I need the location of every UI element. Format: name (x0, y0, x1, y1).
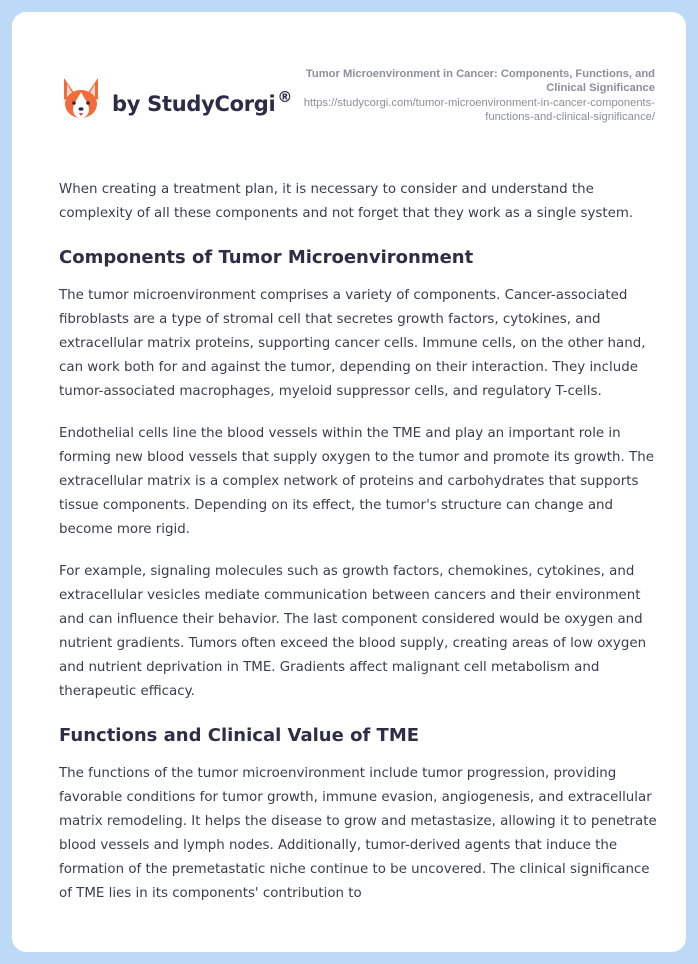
paragraph: The functions of the tumor microenvironment include tumor progression, providing favorable conditions for tumor growth, immune evasion, angiogenesis, and extracellular matrix remodeling. It helps the disease to grow and metastasize, allowing it to penetrate blood vessels and lymph nodes. Additionally, tumor-derived agents that induce the formation of the premetastatic niche continue to be uncovered. The clinical significance of TME lies in its components' contribution to (59, 766, 657, 901)
document-card (12, 12, 686, 952)
paragraph: The tumor microenvironment comprises a variety of components. Cancer-associated fibroblasts are a type of stromal cell that secretes growth factors, cytokines, and extracellular matrix proteins, supporting cancer cells. Immune cells, on the other hand, can work both for and against the tumor, depending on their interaction. They include tumor-associated macrophages, myeloid suppressor cells, and regulatory T-cells. (59, 288, 646, 399)
brand-name-text: by StudyCorgi (112, 92, 276, 116)
section-heading-components: Components of Tumor Microenvironment (59, 247, 474, 268)
page-header (12, 12, 686, 152)
studycorgi-logo[interactable] (60, 76, 292, 122)
article-body (59, 178, 659, 924)
brand-name (112, 88, 292, 116)
source-title: Tumor Microenvironment in Cancer: Components, Functions, and Clinical Significance (305, 68, 655, 94)
corgi-icon (60, 76, 102, 122)
paragraph: For example, signaling molecules such as growth factors, chemokines, cytokines, and extracellular vesicles mediate communication between cancers and their environment and can influence their behavior. The last component considered would be oxygen and nutrient gradients. Tumors often exceed the blood supply, creating areas of low oxygen and nutrient deprivation in TME. Gradients affect malignant cell metabolism and therapeutic efficacy. (59, 564, 647, 699)
intro-paragraph: When creating a treatment plan, it is necessary to consider and understand the complexity of all these components and not forget that they work as a single system. (59, 182, 634, 221)
paragraph: Endothelial cells line the blood vessels within the TME and play an important role in forming new blood vessels that supply oxygen to the tumor and promote its growth. The extracellular matrix is a complex network of proteins and carbohydrates that supports tissue components. Depending on its effect, the tumor's structure can change and become more rigid. (59, 426, 654, 537)
source-url[interactable]: https://studycorgi.com/tumor-microenvironment-in-cancer-components-functions-and-clinical-significance/ (303, 97, 655, 123)
section-heading-functions: Functions and Clinical Value of TME (59, 725, 420, 746)
registered-mark: ® (277, 88, 293, 106)
source-info (295, 67, 655, 124)
